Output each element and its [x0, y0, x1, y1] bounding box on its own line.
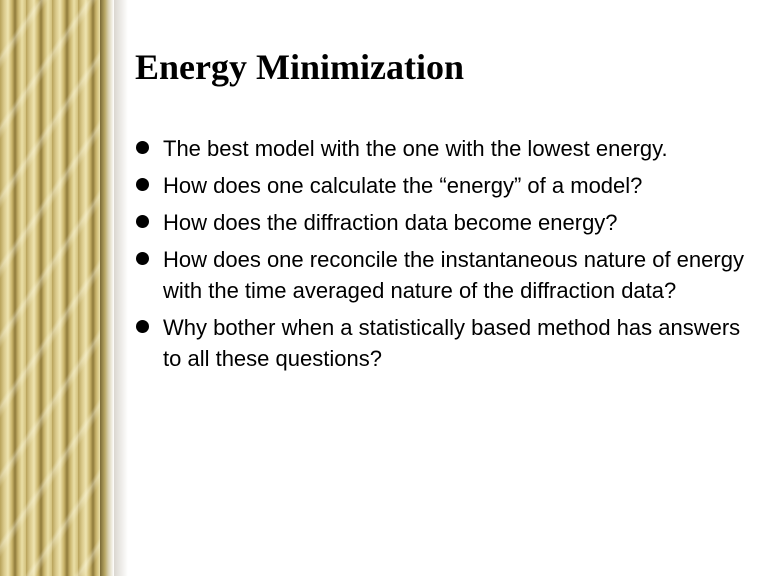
bullet-text: Why bother when a statistically based method has answers to all these questions?	[163, 315, 741, 371]
bullet-dot-icon	[136, 320, 149, 333]
bullet-text: How does one reconcile the instantaneous nature of energy with the time averaged nature of the diffraction data?	[163, 247, 744, 303]
bullet-dot-icon	[136, 215, 149, 228]
bullet-text: The best model with the one with the lowest energy.	[163, 136, 668, 161]
bullet-item	[135, 207, 760, 238]
bullet-item	[135, 133, 760, 164]
bullet-dot-icon	[136, 252, 149, 265]
pillar-edge	[100, 0, 114, 576]
pillar-shadow	[114, 0, 128, 576]
bullet-item	[135, 170, 760, 201]
bullet-text: How does the diffraction data become energy?	[163, 210, 618, 235]
bullet-dot-icon	[136, 178, 149, 191]
decorative-pillar	[0, 0, 106, 576]
bullet-text: How does one calculate the “energy” of a model?	[163, 173, 643, 198]
bullet-item	[135, 244, 760, 306]
bullet-dot-icon	[136, 141, 149, 154]
bullet-item	[135, 312, 760, 374]
slide-title: Energy Minimization	[135, 47, 464, 87]
bullet-list	[135, 133, 760, 380]
